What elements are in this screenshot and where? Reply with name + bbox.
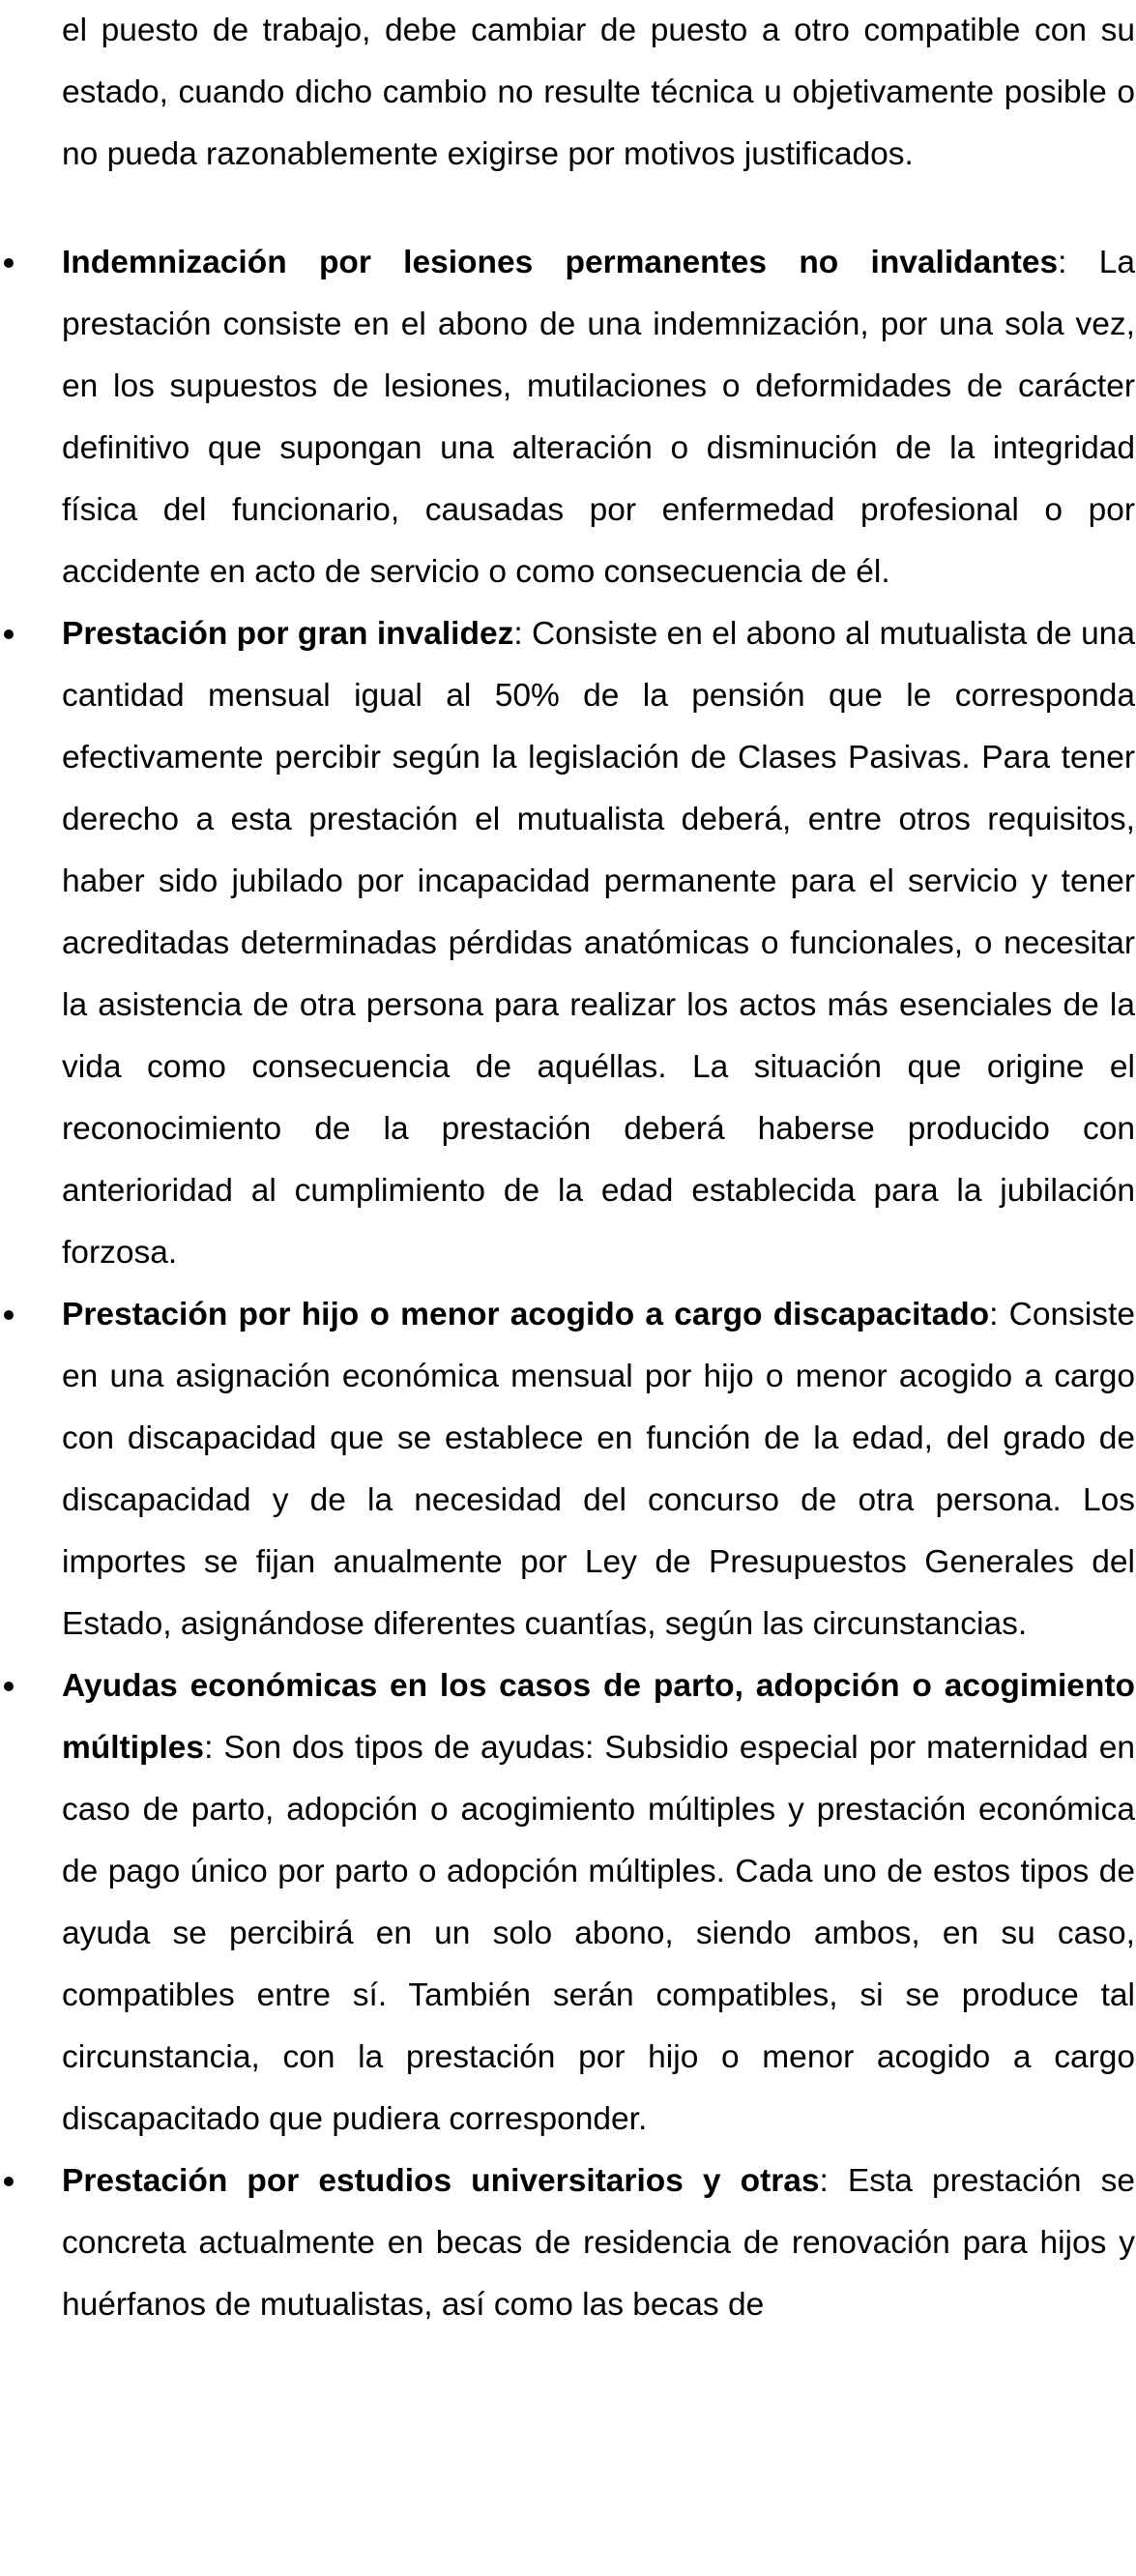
item-term: Indemnización por lesiones permanentes no invalidantes [62,245,1059,280]
bullet-icon [4,1682,14,1691]
bullet-icon [4,2177,14,2186]
benefits-list [0,232,1136,2336]
item-term: Ayudas económicas en los casos de parto, adopción o acogimiento múltiples [62,1668,1135,1766]
bullet-icon [4,629,14,639]
item-term: Prestación por gran invalidez [62,616,514,652]
list-item-estudios [0,2151,1135,2336]
list-item-hijo-discapacitado [0,1284,1135,1655]
list-item-indemnizacion [0,232,1135,603]
item-text: : Esta prestación se concreta actualmente en becas de residencia de renovación para hijos y huérfanos de mutualistas, así como las becas de [62,2163,1135,2323]
item-text: : Son dos tipos de ayudas: Subsidio especial por maternidad en caso de parto, adopción o acogimiento múltiples y prestación económica de pago único por parto o adopción múltiples. Cada uno de estos tipos de ayuda se percibirá en un solo abono, siendo ambos, en su caso, compatibles entre sí. También serán compatibles, si se produce tal circunstancia, con la prestación por hijo o menor acogido a cargo discapacitado que pudiera corresponder. [62,1730,1135,2137]
list-item-gran-invalidez [0,603,1135,1284]
item-term: Prestación por hijo o menor acogido a cargo discapacitado [62,1297,990,1332]
continuation-paragraph: el puesto de trabajo, debe cambiar de puesto a otro compatible con su estado, cuando dicho cambio no resulte técnica u objetivamente posible o no pueda razonablemente exigirse por motivos justificados. [62,13,1135,172]
item-term: Prestación por estudios universitarios y otras [62,2163,820,2199]
bullet-icon [4,1310,14,1320]
bullet-icon [4,258,14,268]
item-text: : Consiste en una asignación económica mensual por hijo o menor acogido a cargo con discapacidad que se establece en función de la edad, del grado de discapacidad y de la necesidad del concurso de otra persona. Los importes se fijan anualmente por Ley de Presupuestos Generales del Estado, asignándose diferentes cuantías, según las circunstancias. [62,1297,1135,1642]
item-text: : Consiste en el abono al mutualista de una cantidad mensual igual al 50% de la pensión que le corresponda efectivamente percibir según la legislación de Clases Pasivas. Para tener derecho a esta prestación el mutualista deberá, entre otros requisitos, haber sido jubilado por incapacidad permanente para el servicio y tener acreditadas determinadas pérdidas anatómicas o funcionales, o necesitar la asistencia de otra persona para realizar los actos más esenciales de la vida como consecuencia de aquéllas. La situación que origine el reconocimiento de la prestación deberá haberse producido con anterioridad al cumplimiento de la edad establecida para la jubilación forzosa. [62,616,1135,1271]
list-item-parto-multiple [0,1655,1135,2151]
item-text: : La prestación consiste en el abono de una indemnización, por una sola vez, en los supuestos de lesiones, mutilaciones o deformidades de carácter definitivo que supongan una alteración o disminución de la integridad física del funcionario, causadas por enfermedad profesional o por accidente en acto de servicio o como consecuencia de él. [62,245,1135,590]
